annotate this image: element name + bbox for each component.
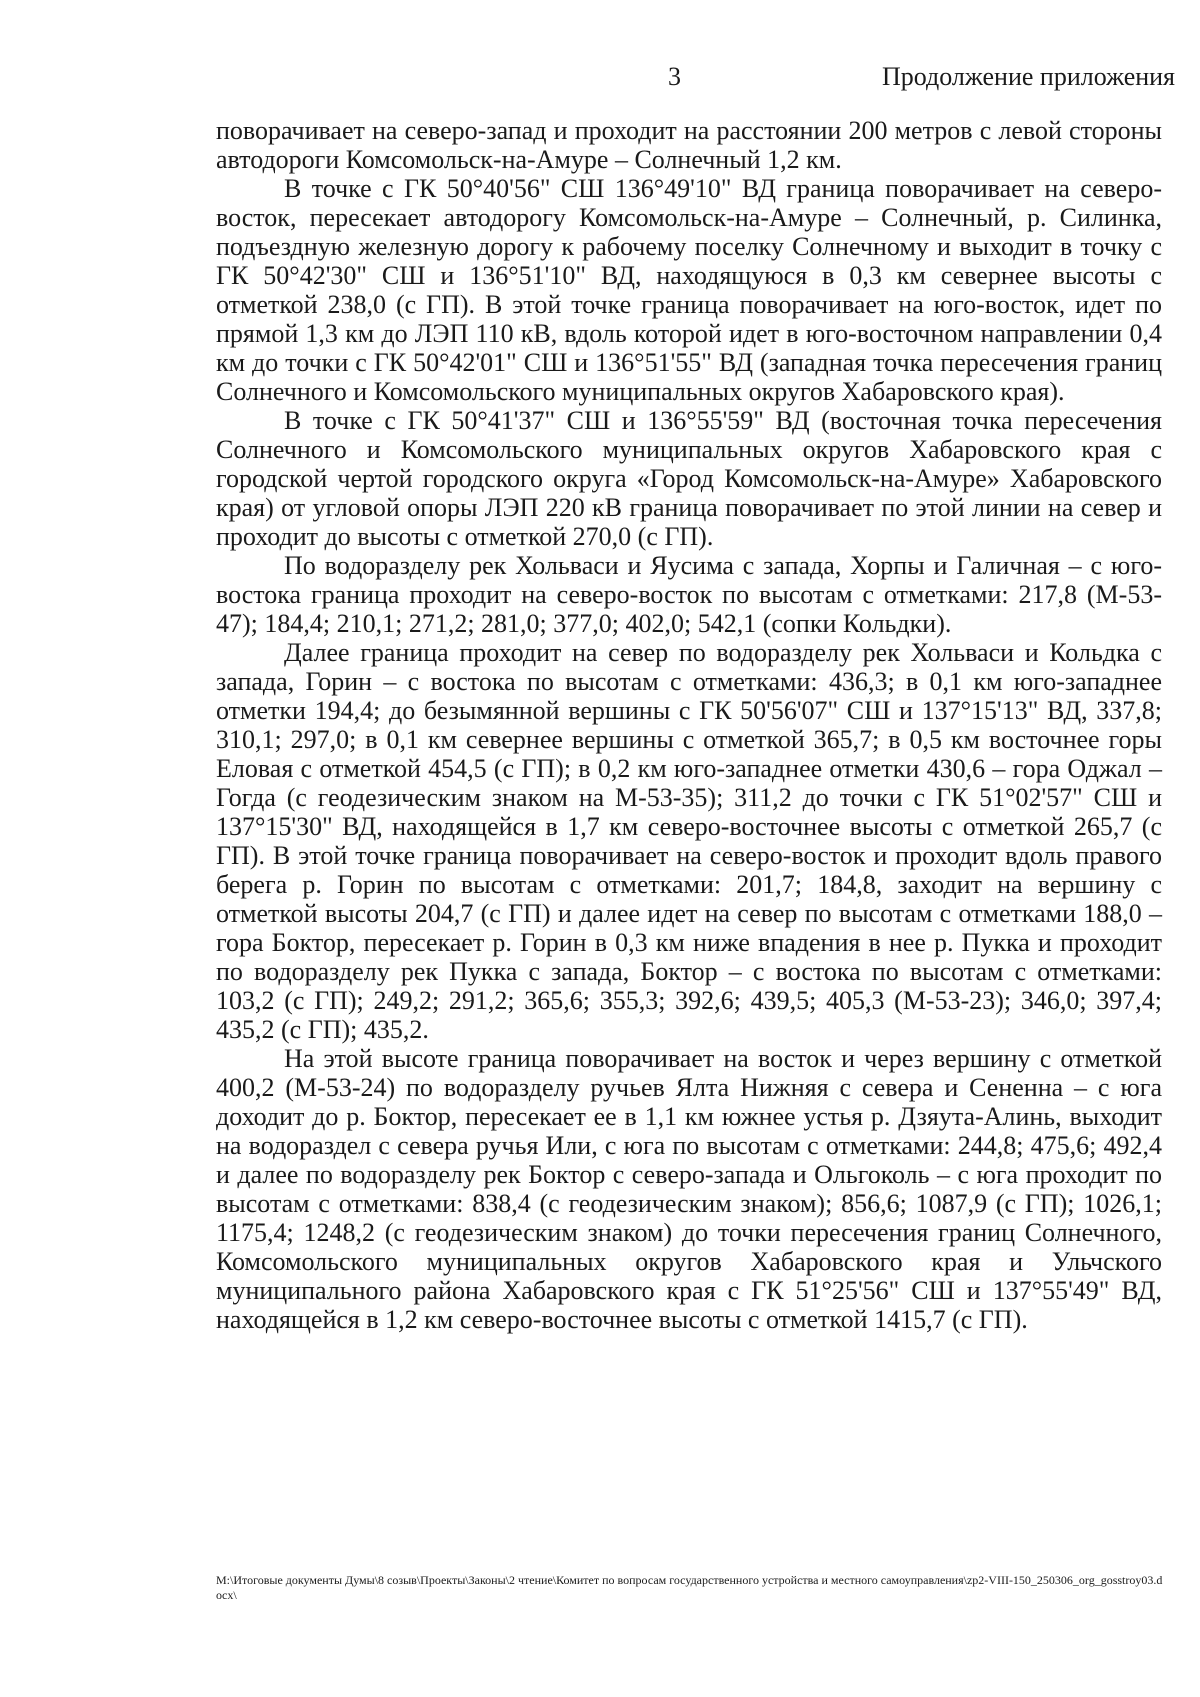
paragraph: Далее граница проходит на север по водоразделу рек Хольваси и Кольдка с запада, Горин – с востока по высотам с отметками: 436,3; в 0,1 км юго-западнее отметки 194,4; до безымянной вершины с ГК 50'56'07" СШ и 137°15'13" ВД, 337,8; 310,1; 297,0; в 0,1 км севернее вершины с отметкой 365,7; в 0,5 км восточнее горы Еловая с отметкой 454,5 (с ГП); в 0,2 км юго-западнее отметки 430,6 – гора Оджал – Гогда (с геодезическим знаком на М-53-35); 311,2 до точки с ГК 51°02'57" СШ и 137°15'30" ВД, находящейся в 1,7 км северо-восточнее высоты с отметкой 265,7 (с ГП). В этой точке граница поворачивает на северо-восток и проходит вдоль правого берега р. Горин по высотам с отметками: 201,7; 184,8, заходит на вершину с отметкой высоты 204,7 (с ГП) и далее идет на север по высотам с отметками 188,0 – гора Боктор, пересекает р. Горин в 0,3 км ниже впадения в нее р. Пукка и проходит по водоразделу рек Пукка с запада, Боктор – с востока по высотам с отметками: 103,2 (с ГП); 249,2; 291,2; 365,6; 355,3; 392,6; 439,5; 405,3 (М-53-23); 346,0; 397,4; 435,2 (с ГП); 435,2. [216, 638, 1162, 1044]
header-title: Продолжение приложения [882, 62, 1176, 91]
paragraph: На этой высоте граница поворачивает на восток и через вершину с отметкой 400,2 (М-53-24) по водоразделу ручьев Ялта Нижняя с севера и Сененна – с юга доходит до р. Боктор, пересекает ее в 1,1 км южнее устья р. Дзяута-Алинь, выходит на водораздел с севера ручья Или, с юга по высотам с отметками: 244,8; 475,6; 492,4 и далее по водоразделу рек Боктор с северо-запада и Ольгоколь – с юга проходит по высотам с отметками: 838,4 (с геодезическим знаком); 856,6; 1087,9 (с ГП); 1026,1; 1175,4; 1248,2 (с геодезическим знаком) до точки пересечения границ Солнечного, Комсомольского муниципальных округов Хабаровского края и Ульчского муниципального района Хабаровского края с ГК 51°25'56" СШ и 137°55'49" ВД, находящейся в 1,2 км северо-восточнее высоты с отметкой 1415,7 (с ГП). [216, 1044, 1162, 1334]
paragraph: В точке с ГК 50°40'56" СШ 136°49'10" ВД граница поворачивает на северо-восток, пересекает автодорогу Комсомольск-на-Амуре – Солнечный, р. Силинка, подъездную железную дорогу к рабочему поселку Солнечному и выходит в точку с ГК 50°42'30" СШ и 136°51'10" ВД, находящуюся в 0,3 км севернее высоты с отметкой 238,0 (с ГП). В этой точке граница поворачивает на юго-восток, идет по прямой 1,3 км до ЛЭП 110 кВ, вдоль которой идет в юго-восточном направлении 0,4 км до точки с ГК 50°42'01" СШ и 136°51'55" ВД (западная точка пересечения границ Солнечного и Комсомольского муниципальных округов Хабаровского края). [216, 174, 1162, 406]
paragraph-continuation: поворачивает на северо-запад и проходит на расстоянии 200 метров с левой стороны автодороги Комсомольск-на-Амуре – Солнечный 1,2 км. [216, 116, 1162, 174]
document-body [216, 116, 1162, 1334]
page-number: 3 [668, 62, 681, 91]
paragraph: По водоразделу рек Хольваси и Яусима с запада, Хорпы и Галичная – с юго-востока граница проходит на северо-восток по высотам с отметками: 217,8 (М-53-47); 184,4; 210,1; 271,2; 281,0; 377,0; 402,0; 542,1 (сопки Кольдки). [216, 551, 1162, 638]
paragraph: В точке с ГК 50°41'37" СШ и 136°55'59" ВД (восточная точка пересечения Солнечного и Комсомольского муниципальных округов Хабаровского края с городской чертой городского округа «Город Комсомольск-на-Амуре» Хабаровского края) от угловой опоры ЛЭП 220 кВ граница поворачивает по этой линии на север и проходит до высоты с отметкой 270,0 (с ГП). [216, 406, 1162, 551]
footer-file-path: M:\Итоговые документы Думы\8 созыв\Проекты\Законы\2 чтение\Комитет по вопросам государственного устройства и местного самоуправления\zp2-VIII-150_250306_org_gosstroy03.docx\ [216, 1573, 1163, 1602]
